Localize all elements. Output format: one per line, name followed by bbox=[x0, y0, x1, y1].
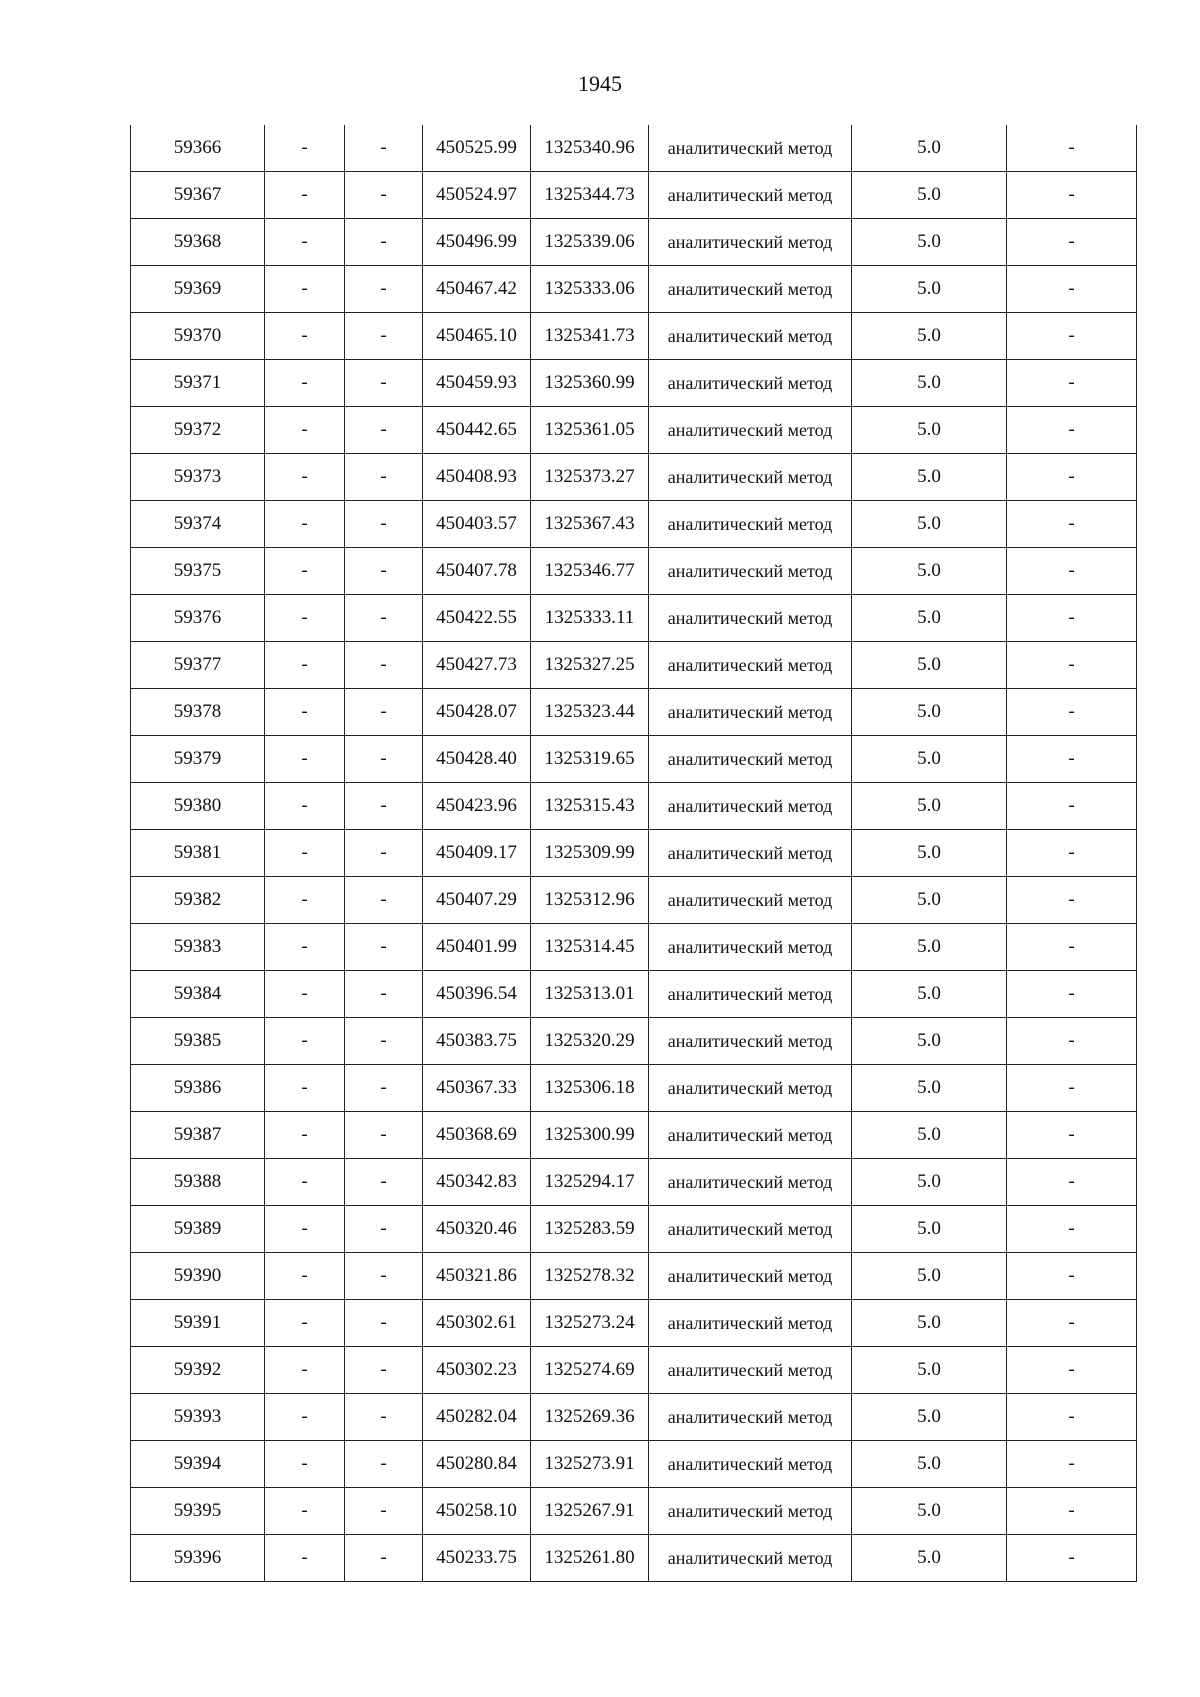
empty-dash-cell: - bbox=[345, 219, 423, 266]
accuracy-cell: 5.0 bbox=[852, 266, 1007, 313]
table-row bbox=[131, 219, 1137, 266]
accuracy-cell: 5.0 bbox=[852, 1347, 1007, 1394]
y-coordinate-cell: 1325278.32 bbox=[531, 1253, 649, 1300]
note-dash-cell: - bbox=[1007, 736, 1137, 783]
table-row bbox=[131, 830, 1137, 877]
empty-dash-cell: - bbox=[265, 1300, 345, 1347]
table-row bbox=[131, 642, 1137, 689]
point-number-cell: 59373 bbox=[131, 454, 265, 501]
point-number-cell: 59382 bbox=[131, 877, 265, 924]
point-number-cell: 59379 bbox=[131, 736, 265, 783]
method-cell: аналитический метод bbox=[649, 1488, 852, 1535]
empty-dash-cell: - bbox=[265, 1394, 345, 1441]
table-row bbox=[131, 1159, 1137, 1206]
x-coordinate-cell: 450302.23 bbox=[423, 1347, 531, 1394]
point-number-cell: 59375 bbox=[131, 548, 265, 595]
accuracy-cell: 5.0 bbox=[852, 1065, 1007, 1112]
x-coordinate-cell: 450525.99 bbox=[423, 125, 531, 172]
accuracy-cell: 5.0 bbox=[852, 1441, 1007, 1488]
point-number-cell: 59386 bbox=[131, 1065, 265, 1112]
method-cell: аналитический метод bbox=[649, 407, 852, 454]
empty-dash-cell: - bbox=[265, 1065, 345, 1112]
y-coordinate-cell: 1325333.11 bbox=[531, 595, 649, 642]
x-coordinate-cell: 450407.29 bbox=[423, 877, 531, 924]
method-cell: аналитический метод bbox=[649, 548, 852, 595]
point-number-cell: 59385 bbox=[131, 1018, 265, 1065]
point-number-cell: 59396 bbox=[131, 1535, 265, 1582]
y-coordinate-cell: 1325320.29 bbox=[531, 1018, 649, 1065]
accuracy-cell: 5.0 bbox=[852, 595, 1007, 642]
accuracy-cell: 5.0 bbox=[852, 407, 1007, 454]
y-coordinate-cell: 1325339.06 bbox=[531, 219, 649, 266]
accuracy-cell: 5.0 bbox=[852, 689, 1007, 736]
y-coordinate-cell: 1325367.43 bbox=[531, 501, 649, 548]
y-coordinate-cell: 1325267.91 bbox=[531, 1488, 649, 1535]
y-coordinate-cell: 1325300.99 bbox=[531, 1112, 649, 1159]
x-coordinate-cell: 450368.69 bbox=[423, 1112, 531, 1159]
empty-dash-cell: - bbox=[345, 877, 423, 924]
accuracy-cell: 5.0 bbox=[852, 1159, 1007, 1206]
point-number-cell: 59380 bbox=[131, 783, 265, 830]
empty-dash-cell: - bbox=[265, 642, 345, 689]
empty-dash-cell: - bbox=[265, 1441, 345, 1488]
table-row bbox=[131, 172, 1137, 219]
y-coordinate-cell: 1325294.17 bbox=[531, 1159, 649, 1206]
accuracy-cell: 5.0 bbox=[852, 360, 1007, 407]
x-coordinate-cell: 450302.61 bbox=[423, 1300, 531, 1347]
empty-dash-cell: - bbox=[345, 360, 423, 407]
point-number-cell: 59394 bbox=[131, 1441, 265, 1488]
table-row bbox=[131, 1535, 1137, 1582]
point-number-cell: 59376 bbox=[131, 595, 265, 642]
empty-dash-cell: - bbox=[345, 1253, 423, 1300]
note-dash-cell: - bbox=[1007, 1018, 1137, 1065]
table-row bbox=[131, 924, 1137, 971]
point-number-cell: 59392 bbox=[131, 1347, 265, 1394]
empty-dash-cell: - bbox=[265, 454, 345, 501]
y-coordinate-cell: 1325269.36 bbox=[531, 1394, 649, 1441]
x-coordinate-cell: 450233.75 bbox=[423, 1535, 531, 1582]
method-cell: аналитический метод bbox=[649, 736, 852, 783]
method-cell: аналитический метод bbox=[649, 125, 852, 172]
method-cell: аналитический метод bbox=[649, 971, 852, 1018]
y-coordinate-cell: 1325314.45 bbox=[531, 924, 649, 971]
table-row bbox=[131, 360, 1137, 407]
accuracy-cell: 5.0 bbox=[852, 877, 1007, 924]
point-number-cell: 59383 bbox=[131, 924, 265, 971]
empty-dash-cell: - bbox=[345, 1300, 423, 1347]
x-coordinate-cell: 450423.96 bbox=[423, 783, 531, 830]
note-dash-cell: - bbox=[1007, 689, 1137, 736]
table-row bbox=[131, 1112, 1137, 1159]
method-cell: аналитический метод bbox=[649, 360, 852, 407]
x-coordinate-cell: 450396.54 bbox=[423, 971, 531, 1018]
method-cell: аналитический метод bbox=[649, 1347, 852, 1394]
empty-dash-cell: - bbox=[345, 125, 423, 172]
y-coordinate-cell: 1325346.77 bbox=[531, 548, 649, 595]
method-cell: аналитический метод bbox=[649, 501, 852, 548]
empty-dash-cell: - bbox=[265, 313, 345, 360]
method-cell: аналитический метод bbox=[649, 1441, 852, 1488]
empty-dash-cell: - bbox=[265, 1535, 345, 1582]
y-coordinate-cell: 1325274.69 bbox=[531, 1347, 649, 1394]
x-coordinate-cell: 450465.10 bbox=[423, 313, 531, 360]
y-coordinate-cell: 1325360.99 bbox=[531, 360, 649, 407]
accuracy-cell: 5.0 bbox=[852, 548, 1007, 595]
method-cell: аналитический метод bbox=[649, 1253, 852, 1300]
empty-dash-cell: - bbox=[265, 971, 345, 1018]
note-dash-cell: - bbox=[1007, 1488, 1137, 1535]
note-dash-cell: - bbox=[1007, 407, 1137, 454]
note-dash-cell: - bbox=[1007, 971, 1137, 1018]
accuracy-cell: 5.0 bbox=[852, 1535, 1007, 1582]
empty-dash-cell: - bbox=[265, 548, 345, 595]
note-dash-cell: - bbox=[1007, 877, 1137, 924]
note-dash-cell: - bbox=[1007, 501, 1137, 548]
note-dash-cell: - bbox=[1007, 1159, 1137, 1206]
x-coordinate-cell: 450467.42 bbox=[423, 266, 531, 313]
empty-dash-cell: - bbox=[265, 1253, 345, 1300]
empty-dash-cell: - bbox=[345, 1159, 423, 1206]
x-coordinate-cell: 450442.65 bbox=[423, 407, 531, 454]
point-number-cell: 59378 bbox=[131, 689, 265, 736]
empty-dash-cell: - bbox=[265, 360, 345, 407]
note-dash-cell: - bbox=[1007, 125, 1137, 172]
table-row bbox=[131, 313, 1137, 360]
empty-dash-cell: - bbox=[345, 407, 423, 454]
note-dash-cell: - bbox=[1007, 1065, 1137, 1112]
y-coordinate-cell: 1325273.91 bbox=[531, 1441, 649, 1488]
accuracy-cell: 5.0 bbox=[852, 1488, 1007, 1535]
table-row bbox=[131, 595, 1137, 642]
empty-dash-cell: - bbox=[345, 689, 423, 736]
empty-dash-cell: - bbox=[345, 736, 423, 783]
method-cell: аналитический метод bbox=[649, 1159, 852, 1206]
method-cell: аналитический метод bbox=[649, 313, 852, 360]
y-coordinate-cell: 1325333.06 bbox=[531, 266, 649, 313]
empty-dash-cell: - bbox=[345, 642, 423, 689]
point-number-cell: 59381 bbox=[131, 830, 265, 877]
note-dash-cell: - bbox=[1007, 454, 1137, 501]
x-coordinate-cell: 450403.57 bbox=[423, 501, 531, 548]
note-dash-cell: - bbox=[1007, 595, 1137, 642]
empty-dash-cell: - bbox=[345, 1206, 423, 1253]
empty-dash-cell: - bbox=[265, 877, 345, 924]
accuracy-cell: 5.0 bbox=[852, 313, 1007, 360]
empty-dash-cell: - bbox=[265, 1159, 345, 1206]
coordinates-table bbox=[130, 125, 1137, 1582]
point-number-cell: 59384 bbox=[131, 971, 265, 1018]
y-coordinate-cell: 1325261.80 bbox=[531, 1535, 649, 1582]
method-cell: аналитический метод bbox=[649, 172, 852, 219]
point-number-cell: 59367 bbox=[131, 172, 265, 219]
point-number-cell: 59393 bbox=[131, 1394, 265, 1441]
note-dash-cell: - bbox=[1007, 1394, 1137, 1441]
method-cell: аналитический метод bbox=[649, 219, 852, 266]
x-coordinate-cell: 450524.97 bbox=[423, 172, 531, 219]
x-coordinate-cell: 450407.78 bbox=[423, 548, 531, 595]
x-coordinate-cell: 450422.55 bbox=[423, 595, 531, 642]
table-row bbox=[131, 548, 1137, 595]
empty-dash-cell: - bbox=[265, 595, 345, 642]
table-row bbox=[131, 1065, 1137, 1112]
empty-dash-cell: - bbox=[345, 266, 423, 313]
empty-dash-cell: - bbox=[345, 1488, 423, 1535]
method-cell: аналитический метод bbox=[649, 1300, 852, 1347]
method-cell: аналитический метод bbox=[649, 266, 852, 313]
point-number-cell: 59374 bbox=[131, 501, 265, 548]
x-coordinate-cell: 450258.10 bbox=[423, 1488, 531, 1535]
empty-dash-cell: - bbox=[345, 548, 423, 595]
accuracy-cell: 5.0 bbox=[852, 924, 1007, 971]
x-coordinate-cell: 450459.93 bbox=[423, 360, 531, 407]
empty-dash-cell: - bbox=[265, 830, 345, 877]
y-coordinate-cell: 1325361.05 bbox=[531, 407, 649, 454]
accuracy-cell: 5.0 bbox=[852, 830, 1007, 877]
x-coordinate-cell: 450342.83 bbox=[423, 1159, 531, 1206]
y-coordinate-cell: 1325312.96 bbox=[531, 877, 649, 924]
empty-dash-cell: - bbox=[345, 501, 423, 548]
x-coordinate-cell: 450321.86 bbox=[423, 1253, 531, 1300]
table-row bbox=[131, 1206, 1137, 1253]
y-coordinate-cell: 1325319.65 bbox=[531, 736, 649, 783]
note-dash-cell: - bbox=[1007, 1347, 1137, 1394]
method-cell: аналитический метод bbox=[649, 1206, 852, 1253]
y-coordinate-cell: 1325309.99 bbox=[531, 830, 649, 877]
note-dash-cell: - bbox=[1007, 783, 1137, 830]
table-body bbox=[131, 125, 1137, 1582]
empty-dash-cell: - bbox=[345, 1347, 423, 1394]
empty-dash-cell: - bbox=[265, 407, 345, 454]
note-dash-cell: - bbox=[1007, 1535, 1137, 1582]
point-number-cell: 59368 bbox=[131, 219, 265, 266]
table-row bbox=[131, 454, 1137, 501]
empty-dash-cell: - bbox=[265, 1112, 345, 1159]
x-coordinate-cell: 450428.40 bbox=[423, 736, 531, 783]
accuracy-cell: 5.0 bbox=[852, 971, 1007, 1018]
y-coordinate-cell: 1325273.24 bbox=[531, 1300, 649, 1347]
accuracy-cell: 5.0 bbox=[852, 1253, 1007, 1300]
accuracy-cell: 5.0 bbox=[852, 125, 1007, 172]
empty-dash-cell: - bbox=[265, 783, 345, 830]
accuracy-cell: 5.0 bbox=[852, 172, 1007, 219]
y-coordinate-cell: 1325313.01 bbox=[531, 971, 649, 1018]
method-cell: аналитический метод bbox=[649, 830, 852, 877]
note-dash-cell: - bbox=[1007, 219, 1137, 266]
point-number-cell: 59389 bbox=[131, 1206, 265, 1253]
y-coordinate-cell: 1325373.27 bbox=[531, 454, 649, 501]
empty-dash-cell: - bbox=[345, 1394, 423, 1441]
accuracy-cell: 5.0 bbox=[852, 501, 1007, 548]
x-coordinate-cell: 450428.07 bbox=[423, 689, 531, 736]
note-dash-cell: - bbox=[1007, 172, 1137, 219]
note-dash-cell: - bbox=[1007, 1441, 1137, 1488]
table-row bbox=[131, 689, 1137, 736]
x-coordinate-cell: 450320.46 bbox=[423, 1206, 531, 1253]
empty-dash-cell: - bbox=[345, 454, 423, 501]
accuracy-cell: 5.0 bbox=[852, 1018, 1007, 1065]
method-cell: аналитический метод bbox=[649, 783, 852, 830]
note-dash-cell: - bbox=[1007, 266, 1137, 313]
x-coordinate-cell: 450280.84 bbox=[423, 1441, 531, 1488]
empty-dash-cell: - bbox=[345, 172, 423, 219]
x-coordinate-cell: 450367.33 bbox=[423, 1065, 531, 1112]
x-coordinate-cell: 450496.99 bbox=[423, 219, 531, 266]
accuracy-cell: 5.0 bbox=[852, 1112, 1007, 1159]
empty-dash-cell: - bbox=[265, 924, 345, 971]
x-coordinate-cell: 450409.17 bbox=[423, 830, 531, 877]
x-coordinate-cell: 450401.99 bbox=[423, 924, 531, 971]
empty-dash-cell: - bbox=[345, 595, 423, 642]
empty-dash-cell: - bbox=[345, 783, 423, 830]
method-cell: аналитический метод bbox=[649, 1394, 852, 1441]
table-row bbox=[131, 736, 1137, 783]
note-dash-cell: - bbox=[1007, 313, 1137, 360]
accuracy-cell: 5.0 bbox=[852, 1300, 1007, 1347]
y-coordinate-cell: 1325344.73 bbox=[531, 172, 649, 219]
accuracy-cell: 5.0 bbox=[852, 1206, 1007, 1253]
note-dash-cell: - bbox=[1007, 1253, 1137, 1300]
empty-dash-cell: - bbox=[265, 172, 345, 219]
table-row bbox=[131, 1300, 1137, 1347]
point-number-cell: 59369 bbox=[131, 266, 265, 313]
y-coordinate-cell: 1325306.18 bbox=[531, 1065, 649, 1112]
point-number-cell: 59395 bbox=[131, 1488, 265, 1535]
table-row bbox=[131, 783, 1137, 830]
empty-dash-cell: - bbox=[345, 1018, 423, 1065]
note-dash-cell: - bbox=[1007, 830, 1137, 877]
empty-dash-cell: - bbox=[345, 830, 423, 877]
point-number-cell: 59372 bbox=[131, 407, 265, 454]
method-cell: аналитический метод bbox=[649, 595, 852, 642]
point-number-cell: 59370 bbox=[131, 313, 265, 360]
table-row bbox=[131, 125, 1137, 172]
empty-dash-cell: - bbox=[345, 971, 423, 1018]
empty-dash-cell: - bbox=[345, 924, 423, 971]
empty-dash-cell: - bbox=[265, 501, 345, 548]
empty-dash-cell: - bbox=[265, 219, 345, 266]
note-dash-cell: - bbox=[1007, 1300, 1137, 1347]
y-coordinate-cell: 1325283.59 bbox=[531, 1206, 649, 1253]
table-row bbox=[131, 501, 1137, 548]
page-number: 1945 bbox=[578, 71, 622, 96]
accuracy-cell: 5.0 bbox=[852, 1394, 1007, 1441]
method-cell: аналитический метод bbox=[649, 877, 852, 924]
note-dash-cell: - bbox=[1007, 548, 1137, 595]
note-dash-cell: - bbox=[1007, 924, 1137, 971]
method-cell: аналитический метод bbox=[649, 689, 852, 736]
table-row bbox=[131, 1488, 1137, 1535]
empty-dash-cell: - bbox=[265, 1206, 345, 1253]
note-dash-cell: - bbox=[1007, 360, 1137, 407]
table-row bbox=[131, 971, 1137, 1018]
empty-dash-cell: - bbox=[345, 1065, 423, 1112]
y-coordinate-cell: 1325341.73 bbox=[531, 313, 649, 360]
table-row bbox=[131, 407, 1137, 454]
point-number-cell: 59388 bbox=[131, 1159, 265, 1206]
point-number-cell: 59387 bbox=[131, 1112, 265, 1159]
x-coordinate-cell: 450408.93 bbox=[423, 454, 531, 501]
y-coordinate-cell: 1325315.43 bbox=[531, 783, 649, 830]
empty-dash-cell: - bbox=[265, 1018, 345, 1065]
empty-dash-cell: - bbox=[345, 1112, 423, 1159]
accuracy-cell: 5.0 bbox=[852, 219, 1007, 266]
table-row bbox=[131, 877, 1137, 924]
point-number-cell: 59377 bbox=[131, 642, 265, 689]
point-number-cell: 59391 bbox=[131, 1300, 265, 1347]
y-coordinate-cell: 1325327.25 bbox=[531, 642, 649, 689]
method-cell: аналитический метод bbox=[649, 1018, 852, 1065]
point-number-cell: 59371 bbox=[131, 360, 265, 407]
note-dash-cell: - bbox=[1007, 642, 1137, 689]
empty-dash-cell: - bbox=[265, 736, 345, 783]
point-number-cell: 59390 bbox=[131, 1253, 265, 1300]
table-row bbox=[131, 1347, 1137, 1394]
table-row bbox=[131, 1394, 1137, 1441]
empty-dash-cell: - bbox=[345, 313, 423, 360]
method-cell: аналитический метод bbox=[649, 924, 852, 971]
empty-dash-cell: - bbox=[265, 266, 345, 313]
method-cell: аналитический метод bbox=[649, 454, 852, 501]
accuracy-cell: 5.0 bbox=[852, 736, 1007, 783]
empty-dash-cell: - bbox=[265, 1488, 345, 1535]
accuracy-cell: 5.0 bbox=[852, 642, 1007, 689]
method-cell: аналитический метод bbox=[649, 1535, 852, 1582]
table-row bbox=[131, 1253, 1137, 1300]
y-coordinate-cell: 1325340.96 bbox=[531, 125, 649, 172]
x-coordinate-cell: 450383.75 bbox=[423, 1018, 531, 1065]
empty-dash-cell: - bbox=[265, 689, 345, 736]
empty-dash-cell: - bbox=[345, 1441, 423, 1488]
accuracy-cell: 5.0 bbox=[852, 783, 1007, 830]
note-dash-cell: - bbox=[1007, 1206, 1137, 1253]
table-row bbox=[131, 266, 1137, 313]
method-cell: аналитический метод bbox=[649, 642, 852, 689]
point-number-cell: 59366 bbox=[131, 125, 265, 172]
table-row bbox=[131, 1441, 1137, 1488]
method-cell: аналитический метод bbox=[649, 1065, 852, 1112]
empty-dash-cell: - bbox=[265, 125, 345, 172]
empty-dash-cell: - bbox=[265, 1347, 345, 1394]
method-cell: аналитический метод bbox=[649, 1112, 852, 1159]
x-coordinate-cell: 450282.04 bbox=[423, 1394, 531, 1441]
y-coordinate-cell: 1325323.44 bbox=[531, 689, 649, 736]
x-coordinate-cell: 450427.73 bbox=[423, 642, 531, 689]
note-dash-cell: - bbox=[1007, 1112, 1137, 1159]
table-row bbox=[131, 1018, 1137, 1065]
empty-dash-cell: - bbox=[345, 1535, 423, 1582]
accuracy-cell: 5.0 bbox=[852, 454, 1007, 501]
